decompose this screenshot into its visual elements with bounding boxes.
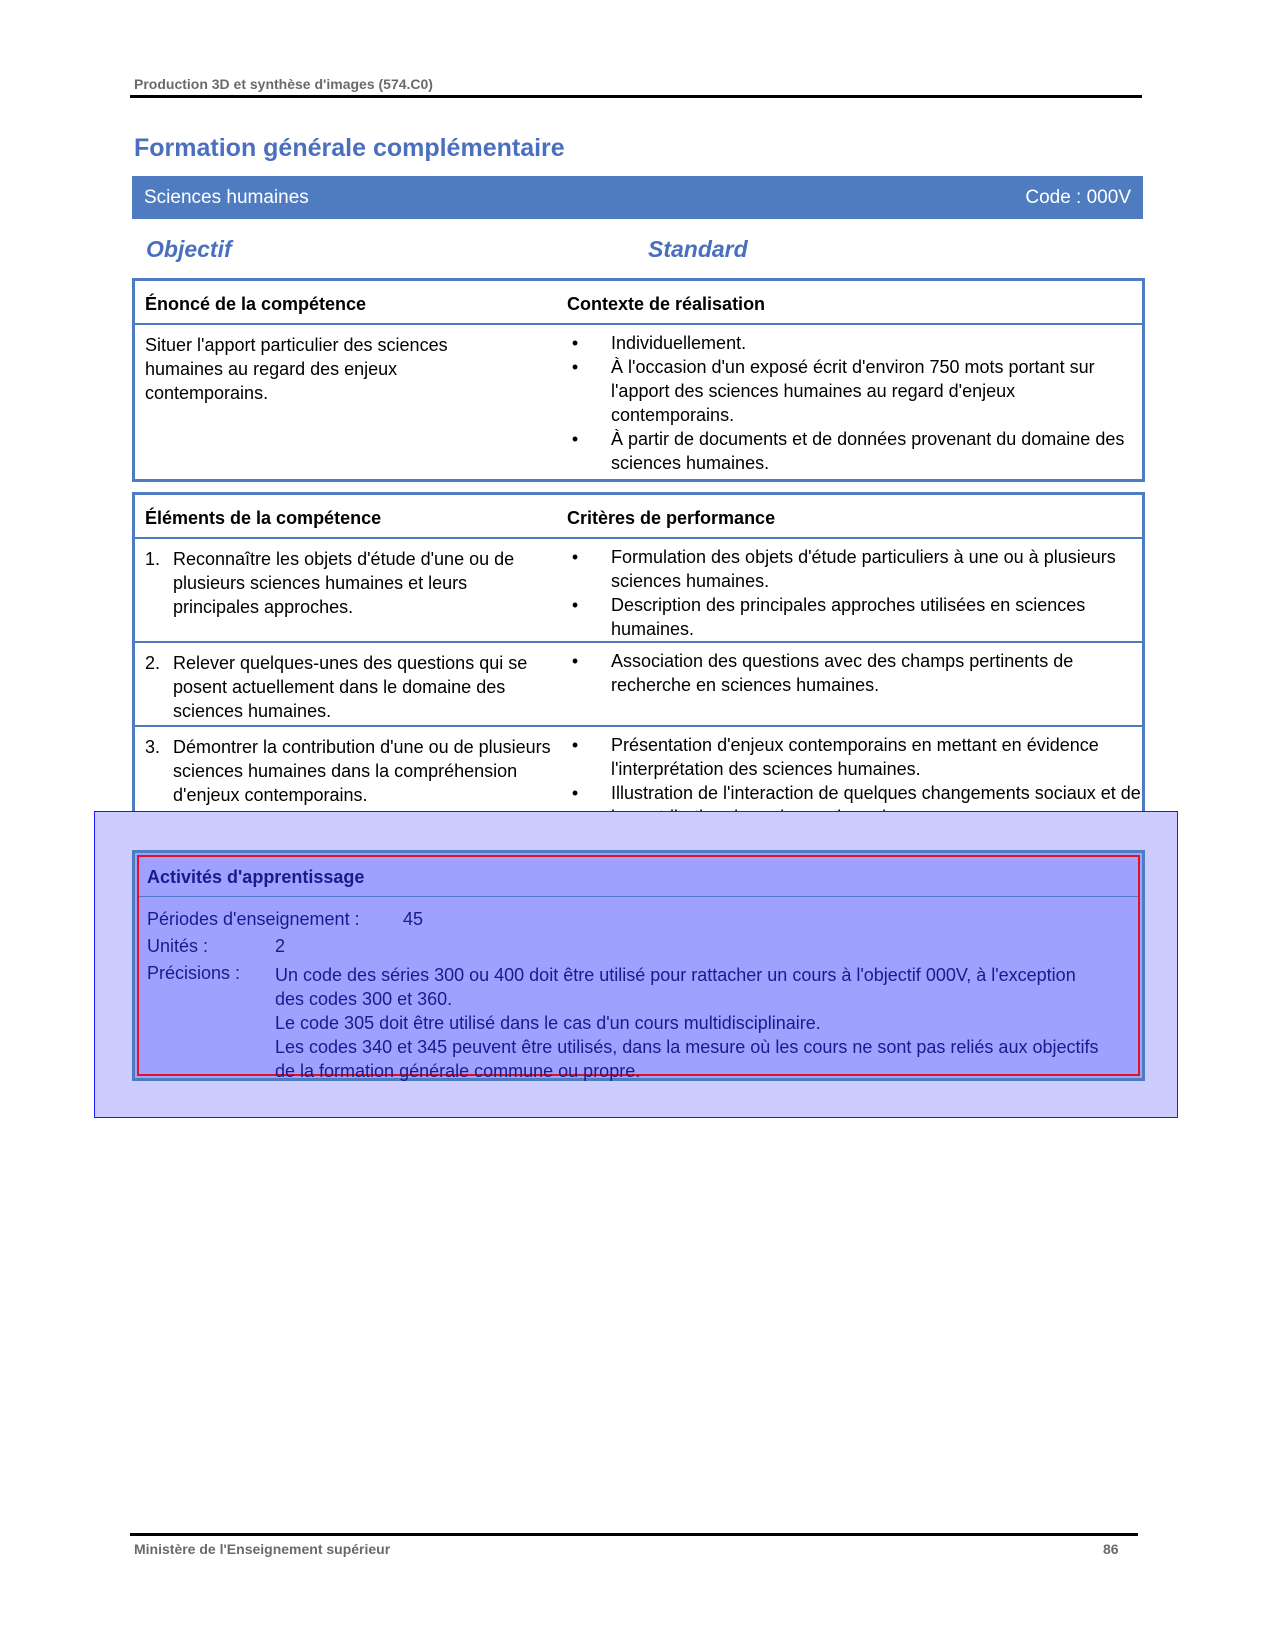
bullet-icon: • [571, 429, 579, 449]
criteria-list [567, 545, 1142, 641]
bullet-icon: • [571, 547, 579, 567]
bullet-icon: • [571, 783, 579, 803]
periods-label: Périodes d'enseignement : [147, 909, 360, 929]
list-item: • À partir de documents et de données provenant du domaine des sciences humaines. [567, 427, 1142, 475]
footer-ministry: Ministère de l'Enseignement supérieur [134, 1541, 391, 1557]
elements-table-header [135, 495, 1142, 539]
activities-header [139, 857, 1138, 897]
bullet-icon: • [571, 595, 579, 615]
competence-table [132, 278, 1145, 482]
context-list [567, 331, 1142, 475]
footer-rule [130, 1533, 1138, 1536]
objectif-heading: Objectif [146, 236, 232, 262]
periods-value: 45 [403, 909, 424, 929]
elements-head-right: Critères de performance [567, 508, 776, 528]
precision-line: Les codes 340 et 345 peuvent être utilisés, dans la mesure où les cours ne sont pas reliés aux objectifs de la formation générale commune ou propre. [275, 1037, 1099, 1081]
element-number: 1. [145, 549, 161, 569]
bullet-icon: • [571, 651, 579, 671]
element-number: 3. [145, 737, 161, 757]
competence-head-right: Contexte de réalisation [567, 294, 766, 314]
competence-head-left: Énoncé de la compétence [145, 294, 367, 314]
competence-statement: Situer l'apport particulier des sciences humaines au regard des enjeux contemporains. [145, 335, 448, 403]
list-item: • Illustration de l'interaction de quelques changements sociaux et de [567, 781, 1142, 829]
bullet-icon: • [571, 735, 579, 755]
element-text: 2. Relever quelques-unes des questions qui se posent actuellement dans le domaine des sciences humaines. [145, 653, 528, 721]
criteria-list [567, 649, 1142, 697]
subject-code: Code : 000V [1025, 187, 1131, 208]
precision-line: Le code 305 doit être utilisé dans le cas d'un cours multidisciplinaire. [275, 1013, 821, 1033]
table-row [135, 643, 1142, 727]
activities-box [132, 850, 1145, 1081]
bullet-icon: • [571, 357, 579, 377]
activities-title: Activités d'apprentissage [147, 867, 365, 887]
list-item: • Formulation des objets d'étude particuliers à une ou à plusieurs sciences humaines. [567, 545, 1142, 593]
units-value: 2 [275, 936, 286, 956]
precision-line: Un code des séries 300 ou 400 doit être utilisé pour rattacher un cours à l'objectif 000V, à l'exception des codes 300 et 360. [275, 965, 1076, 1009]
list-item: • À l'occasion d'un exposé écrit d'environ 750 mots portant sur l'apport des sciences humaines au regard d'enjeux contemporains. [567, 355, 1142, 427]
elements-table [132, 492, 1145, 836]
section-title: Formation générale complémentaire [134, 134, 565, 162]
elements-head-left: Éléments de la compétence [145, 508, 382, 528]
header-rule [130, 95, 1142, 98]
subject-banner [132, 176, 1143, 219]
running-header: Production 3D et synthèse d'images (574.C0) [134, 76, 433, 92]
list-item: • Présentation d'enjeux contemporains en mettant en évidence l'interprétation des sciences humaines. [567, 733, 1142, 781]
page-number: 86 [1103, 1541, 1119, 1557]
competence-table-header [135, 281, 1142, 325]
standard-heading: Standard [648, 236, 748, 262]
table-row [135, 539, 1142, 643]
competence-row [135, 325, 1142, 475]
element-text: 1. Reconnaître les objets d'étude d'une ou de plusieurs sciences humaines et leurs principales approches. [145, 549, 515, 617]
precisions-label: Précisions : [147, 963, 241, 983]
list-item: • Association des questions avec des champs pertinents de recherche en sciences humaines. [567, 649, 1142, 697]
list-item: • Description des principales approches utilisées en sciences humaines. [567, 593, 1142, 641]
activities-highlight-frame [137, 855, 1140, 1081]
element-text: 3. Démontrer la contribution d'une ou de plusieurs sciences humaines dans la compréhension d'enjeux contemporains. [145, 737, 551, 805]
precisions-text [275, 963, 1105, 1083]
list-item: • Individuellement. [567, 331, 1142, 355]
element-number: 2. [145, 653, 161, 673]
units-label: Unités : [147, 936, 209, 956]
subject-name: Sciences humaines [144, 187, 309, 208]
bullet-icon: • [571, 333, 579, 353]
